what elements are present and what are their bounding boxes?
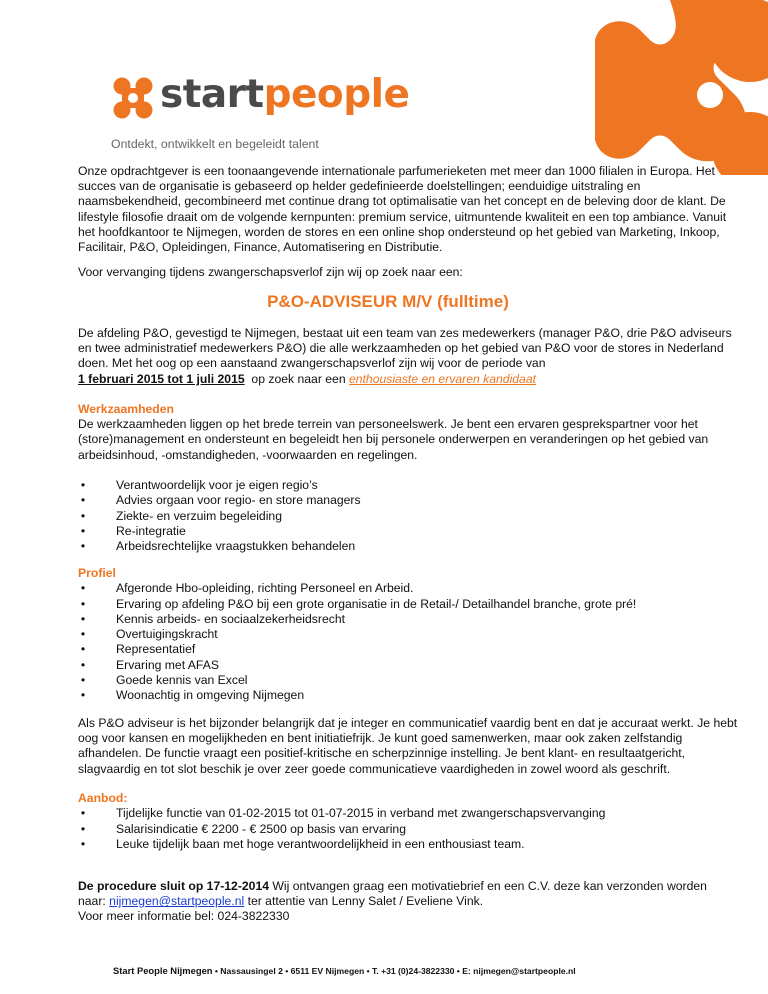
profiel-heading: Profiel <box>78 566 116 580</box>
email-link[interactable]: nijmegen@startpeople.nl <box>109 894 245 909</box>
list-item: • Leuke tijdelijk baan met hoge verantwoordelijkheid in een enthousiast team. <box>80 836 525 851</box>
list-item: • Kennis arbeids- en sociaalzekerheidsrecht <box>80 611 345 626</box>
footer <box>113 963 576 979</box>
list-item: • Representatief <box>80 642 196 657</box>
closing-paragraph: Als P&O adviseur is het bijzonder belangrijk dat je integer en communicatief vaardig bent en dat je accuraat werkt. Je hebt oog voor kansen en mogelijkheden en bent initiatiefrijk. Je kunt goed samenwerken, maar ook zaken zelfstandig afhandelen. De functie vraagt een positief-kritische en scherpzinnige instelling. Je bent klant- en resultaatgericht, slagvaardig en tot slot beschik je over zeer goede communicatieve vaardigheden in zowel woord als geschrift. <box>78 716 738 776</box>
werkzaamheden-list <box>78 478 738 554</box>
list-item: • Afgeronde Hbo-opleiding, richting Personeel en Arbeid. <box>80 581 414 596</box>
procedure-deadline: De procedure sluit op 17-12-2014 <box>78 879 270 893</box>
logo-wordmark <box>160 72 410 117</box>
period-text: 1 februari 2015 tot 1 juli 2015 <box>78 371 245 386</box>
list-item: • Ervaring op afdeling P&O bij een grote organisatie in de Retail-/ Detailhandel branche, grote pré! <box>80 596 637 611</box>
procedure-text-1: Wij ontvangen graag een motivatiebrief en een C.V. deze kan verzonden worden naar: <box>78 879 707 909</box>
intro-search-line: Voor vervanging tijdens zwangerschapsverlof zijn wij op zoek naar een: <box>78 265 463 279</box>
list-item: • Verantwoordelijk voor je eigen regio’s <box>80 478 318 492</box>
department-middle: op zoek naar een <box>244 371 349 386</box>
procedure-text-2: ter attentie van Lenny Salet / Eveliene Vink. <box>244 894 484 909</box>
list-item: • Ziekte- en verzuim begeleiding <box>80 508 282 523</box>
profiel-section <box>78 566 738 704</box>
werkzaamheden-section <box>78 402 738 463</box>
list-item: • Ervaring met AFAS <box>80 657 219 672</box>
contact-info: Voor meer informatie bel: 024-3822330 <box>78 909 290 924</box>
list-item: • Re-integratie <box>80 523 186 538</box>
list-item: • Tijdelijke functie van 01-02-2015 tot 01-07-2015 in verband met zwangerschapsvervanging <box>80 806 606 821</box>
list-item: • Arbeidsrechtelijke vraagstukken behandelen <box>80 539 356 554</box>
footer-details: • Nassausingel 2 • 6511 EV Nijmegen • T. +31 (0)24-3822330 • E: nijmegen@startpeople.nl <box>212 966 576 976</box>
logo-word-start: start <box>160 72 264 117</box>
job-title: P&O-ADVISEUR M/V (fulltime) <box>267 292 509 311</box>
tagline: Ontdekt, ontwikkelt en begeleidt talent <box>111 137 319 151</box>
aanbod-section <box>78 791 738 852</box>
intro-paragraph: Onze opdrachtgever is een toonaangevende internationale parfumerieketen met meer dan 1000 filialen in Europa. Het succes van de organisatie is gebaseerd op helder gedefinieerde doelstellingen; eenduidige uitstraling en naamsbekendheid, gecombineerd met continue drang tot optimalisatie van het concept en de beleving door de klant. De lifestyle filosofie draait om de volgende kernpunten: premium service, uitmuntende kwaliteit en een top ambiance. Vanuit het hoofdkantoor te Nijmegen, worden de stores en een online shop ondersteund op het gebied van Marketing, Inkoop, Facilitair, P&O, Opleidingen, Finance, Automatisering en Distributie. <box>78 164 727 255</box>
procedure-paragraph <box>78 879 738 925</box>
list-item: • Goede kennis van Excel <box>80 672 248 687</box>
brand-mark-icon <box>560 0 768 175</box>
aanbod-heading: Aanbod: <box>78 791 128 805</box>
werkzaamheden-heading: Werkzaamheden <box>78 402 174 416</box>
list-item: • Salarisindicatie € 2200 - € 2500 op basis van ervaring <box>80 821 406 836</box>
list-item: • Overtuigingskracht <box>80 627 218 642</box>
footer-company: Start People Nijmegen <box>113 965 213 976</box>
werkzaamheden-text: De werkzaamheden liggen op het brede terrein van personeelswerk. Je bent een ervaren gesprekspartner voor het (store)management en ondersteunt en begeleidt hen bij personele onderwerpen en veranderingen op het gebied van arbeidsinhoud, -omstandigheden, -voorwaarden en regelingen. <box>78 417 709 462</box>
list-item: • Woonachtig in omgeving Nijmegen <box>80 688 305 703</box>
logo-word-people: people <box>263 72 410 117</box>
startpeople-logo-icon <box>110 76 156 120</box>
department-text: De afdeling P&O, gevestigd te Nijmegen, bestaat uit een team van zes medewerkers (manager P&O, drie P&O adviseurs en twee administratief medewerkers P&O) die alle werkzaamheden op het gebied van P&O voor de stores in Nederland doen. Met het oog op een aanstaand zwangerschapsverlof zijn wij voor de periode van <box>78 326 732 371</box>
list-item: • Advies orgaan voor regio- en store managers <box>80 493 361 508</box>
department-paragraph <box>78 326 738 387</box>
candidate-link[interactable]: enthousiaste en ervaren kandidaat <box>348 371 536 386</box>
